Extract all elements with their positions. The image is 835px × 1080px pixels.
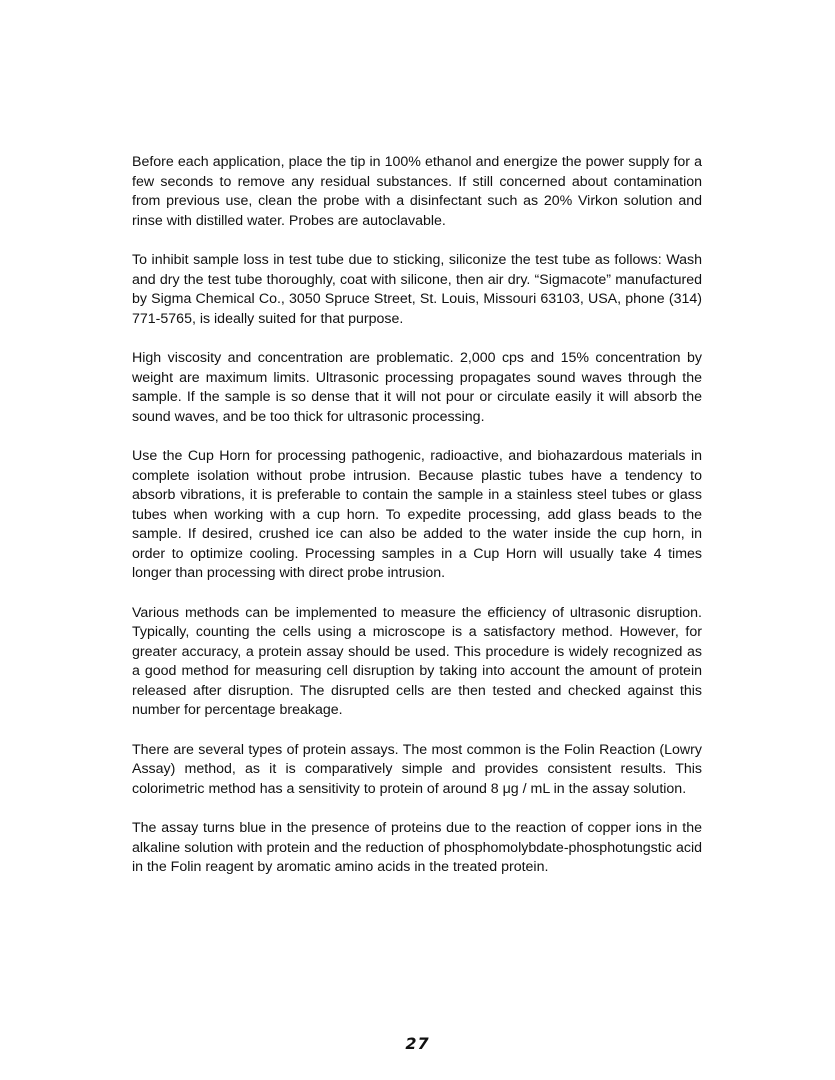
body-text [132, 153, 702, 898]
paragraph-disruption-efficiency: Various methods can be implemented to measure the efficiency of ultrasonic disruption. Typically, counting the cells using a microscope is a satisfactory method. However, for greater accuracy, a protein assay should be used. This procedure is widely recognized as a good method for measuring cell disruption by taking into account the amount of protein released after disruption. The disrupted cells are then tested and checked against this number for percentage breakage. [132, 604, 702, 718]
page-number: 27 [405, 1034, 430, 1053]
paragraph-cup-horn: Use the Cup Horn for processing pathogenic, radioactive, and biohazardous materials in complete isolation without probe intrusion. Because plastic tubes have a tendency to absorb vibrations, it is preferable to contain the sample in a stainless steel tubes or glass tubes when working with a cup horn. To expedite processing, add glass beads to the sample. If desired, crushed ice can also be added to the water inside the cup horn, in order to optimize cooling. Processing samples in a Cup Horn will usually take 4 times longer than processing with direct probe intrusion. [132, 448, 702, 581]
paragraph-cleaning-probe: Before each application, place the tip in 100% ethanol and energize the power supply for a few seconds to remove any residual substances. If still concerned about contamination from previous use, clean the probe with a disinfectant such as 20% Virkon solution and rinse with distilled water. Probes are autoclavable. [132, 154, 702, 229]
paragraph-siliconize-tube: To inhibit sample loss in test tube due to sticking, siliconize the test tube as follows: Wash and dry the test tube thoroughly, coat with silicone, then air dry. “Sigmacote” manufactured by Sigma Chemical Co., 3050 Spruce Street, St. Louis, Missouri 63103, USA, phone (314) 771-5765, is ideally suited for that purpose. [132, 252, 702, 327]
paragraph-assay-reaction: The assay turns blue in the presence of proteins due to the reaction of copper ions in the alkaline solution with protein and the reduction of phosphomolybdate-phosphotungstic acid in the Folin reagent by aromatic amino acids in the treated protein. [132, 820, 702, 875]
paragraph-viscosity-limits: High viscosity and concentration are problematic. 2,000 cps and 15% concentration by weight are maximum limits. Ultrasonic processing propagates sound waves through the sample. If the sample is so dense that it will not pour or circulate easily it will absorb the sound waves, and be too thick for ultrasonic processing. [132, 350, 702, 425]
paragraph-protein-assays: There are several types of protein assays. The most common is the Folin Reaction (Lowry Assay) method, as it is comparatively simple and provides consistent results. This colorimetric method has a sensitivity to protein of around 8 μg / mL in the assay solution. [132, 741, 702, 797]
